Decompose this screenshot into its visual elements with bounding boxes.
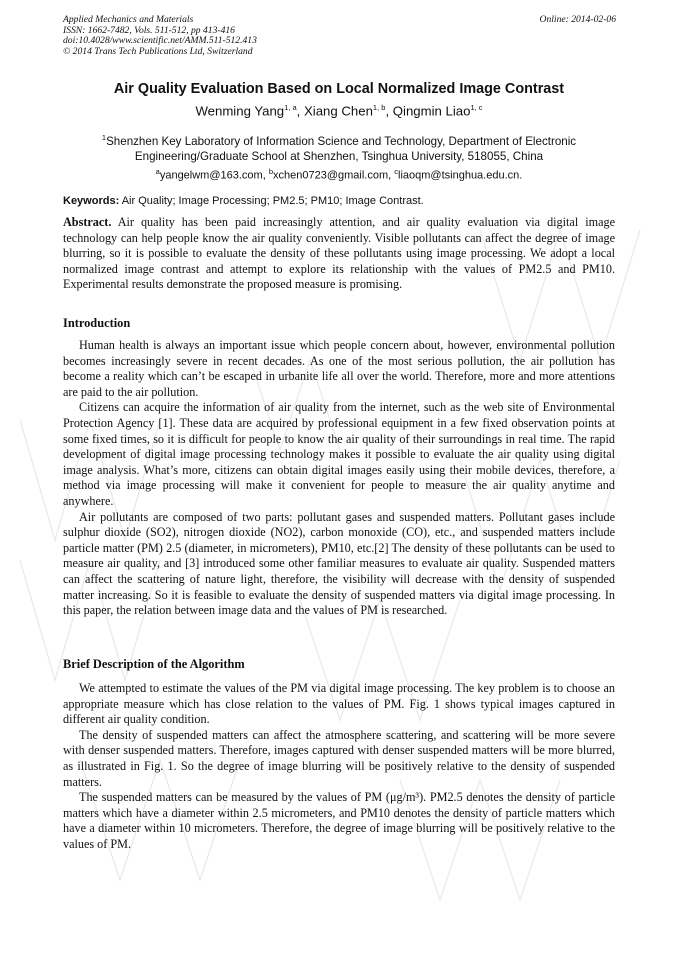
issn: ISSN: 1662-7482, Vols. 511-512, pp 413-416 <box>63 24 235 36</box>
affiliation <box>66 130 612 164</box>
author-sup: 1, c <box>470 103 483 112</box>
author-name: Wenming Yang <box>195 103 285 119</box>
paragraph: The suspended matters can be measured by the values of PM (μg/m³). PM2.5 denotes the density of particle matters which have a diameter within 2.5 micrometers, and PM10 denotes the density of particle matters which have a diameter within 10 micrometers. Therefore, the degree of image blurring will be positively relative to the values of PM. <box>63 790 615 851</box>
paragraph: Human health is always an important issue which people concern about, however, environmental pollution becomes increasingly severe in recent decades. As one of the most serious pollution, the air pollution has become a reality which can’t be escaped in urbanite life all over the world. Therefore, more and more attentions are paid to the air pollution. <box>63 338 615 399</box>
copyright: © 2014 Trans Tech Publications Ltd, Switzerland <box>63 45 253 57</box>
keywords <box>63 195 615 207</box>
author-name: Qingmin Liao <box>392 103 471 119</box>
keywords-label: Keywords: <box>63 195 120 207</box>
algorithm-body <box>63 681 615 853</box>
paragraph: The density of suspended matters can affect the atmosphere scattering, and scattering will be more severe with denser suspended matters. Therefore, images captured with denser suspended matters will be more blurred, as illustrated in Fig. 1. So the degree of image blurring will be positively relative to the density of suspended matters. <box>63 727 615 789</box>
email-address: yangelwm@163.com <box>159 169 263 182</box>
journal-name: Applied Mechanics and Materials <box>63 14 194 25</box>
journal-info <box>63 15 257 57</box>
introduction-body <box>63 338 615 619</box>
email-list: $^a$yangelwm@163.com, $^b$xchen0723@gmail.com, $^c$liaoqm@tsinghua.edu.cn. <box>155 167 523 182</box>
author-name: Xiang Chen <box>304 103 373 119</box>
paragraph: We attempted to estimate the values of the PM via digital image processing. The key problem is to choose an appropriate measure which has close relation to the values of PM. Fig. 1 shows typical images captured in different air quality condition. <box>63 681 615 727</box>
paragraph: Citizens can acquire the information of air quality from the internet, such as the web site of Environmental Protection Agency [1]. These data are acquired by professional equipment in a few fixed observation points at some fixed times, so it is difficult for people to know the air quality of their surroundings in real time. The rapid development of digital image processing technology makes it possible to evaluate the air quality using digital image analysis. What’s more, citizens can obtain digital images easily using their mobile devices, therefore, a method via image processing will make it convenient for people to measure the air quality anytime and anywhere. <box>63 400 615 508</box>
abstract-label: Abstract. <box>63 215 112 229</box>
abstract-text: Air quality has been paid increasingly attention, and air quality evaluation via digital image technology can help people know the air quality conveniently. Visible pollutants can affect the degree of image blurring, so it is possible to evaluate the density of these pollutants using image processing. We adopt a local normalized image contrast and attempt to explore its relationship with the values of PM2.5 and PM10. Experimental results demonstrate the proposed measure is promising. <box>63 215 615 292</box>
section-heading: Introduction <box>63 316 131 330</box>
affiliation-sup: 1 <box>101 133 107 142</box>
abstract <box>63 215 615 293</box>
affiliation-text: Shenzhen Key Laboratory of Information Science and Technology, Department of Electronic Engineering/Graduate School at Shenzhen, Tsinghua University, 518055, China <box>106 134 577 163</box>
email-sup: c <box>394 167 399 176</box>
online-date: Online: 2014-02-06 <box>539 14 616 25</box>
email-sup: a <box>155 167 160 176</box>
paper-title: Air Quality Evaluation Based on Local Normalized Image Contrast <box>113 81 565 97</box>
author-list: Wenming Yang$^{1, a}$, Xiang Chen$^{1, b}$, Qingmin Liao$^{1, c}$ <box>195 103 483 119</box>
doi: doi:10.4028/www.scientific.net/AMM.511-512.413 <box>63 35 257 47</box>
paragraph: Air pollutants are composed of two parts: pollutant gases and suspended matters. Pollutant gases include sulphur dioxide (SO2), nitrogen dioxide (NO2), carbon monoxide (CO), etc., and suspended matters include particle matter (PM) 2.5 (diameter, in micrometers), PM10, etc.[2] The density of these pollutants can be used to measure air quality, and [3] introduced some other familiar measures to evaluate air quality. Suspended matters can affect the scattering of nature light, therefore, the visibility will decrease with the density of suspended matter increasing. So it is feasible to evaluate the density of suspended matters via digital image processing. In this paper, the relation between image data and the values of PM is researched. <box>63 509 615 618</box>
section-heading: Brief Description of the Algorithm <box>63 657 245 671</box>
author-sup: 1, a <box>284 103 297 112</box>
email-sup: b <box>268 167 274 176</box>
keywords-text: Air Quality; Image Processing; PM2.5; PM10; Image Contrast. <box>121 195 424 207</box>
author-sup: 1, b <box>372 103 386 112</box>
email-address: xchen0723@gmail.com <box>273 169 389 182</box>
email-address: liaoqm@tsinghua.edu.cn. <box>398 169 523 182</box>
